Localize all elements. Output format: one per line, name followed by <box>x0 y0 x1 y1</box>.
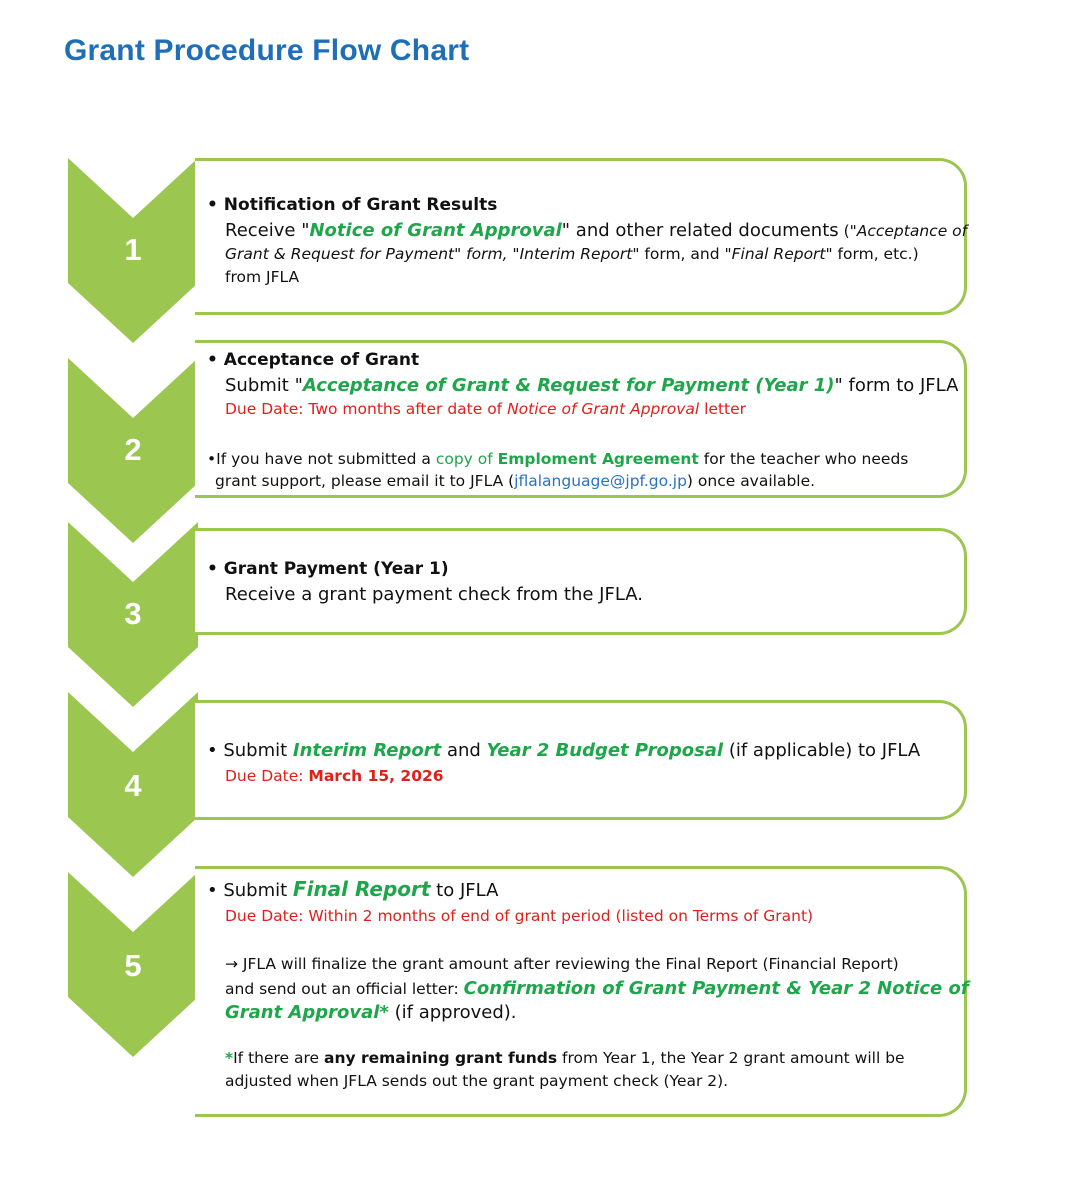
step-5-line-1: • Submit Final Report to JFLA <box>207 877 499 901</box>
step-3-chevron <box>68 522 198 707</box>
step-5-footnote-line-1: *If there are any remaining grant funds from Year 1, the Year 2 grant amount will be <box>225 1049 905 1067</box>
step-2-note-line-2: grant support, please email it to JFLA (jflalanguage@jpf.go.jp) once available. <box>215 472 816 490</box>
step-4-box <box>195 700 967 820</box>
step-1-line-1: Receive "Notice of Grant Approval" and other related documents ("Acceptance of <box>225 220 968 241</box>
step-1-box <box>195 158 967 315</box>
step-5-para-line-3: Grant Approval* (if approved). <box>225 1002 517 1023</box>
step-3-line-1: Receive a grant payment check from the JFLA. <box>225 584 644 605</box>
step-2-heading: • Acceptance of Grant <box>207 350 420 370</box>
step-3-number: 3 <box>124 596 142 631</box>
step-1-number: 1 <box>124 232 142 267</box>
step-1-heading: • Notification of Grant Results <box>207 195 498 215</box>
step-4-chevron <box>68 692 198 877</box>
step-4-number: 4 <box>124 768 142 803</box>
step-4-due-date: Due Date: March 15, 2026 <box>225 767 444 785</box>
step-5-para-line-1: → JFLA will finalize the grant amount after reviewing the Final Report (Financial Report) <box>225 955 899 973</box>
step-5-para-line-2: and send out an official letter: Confirmation of Grant Payment & Year 2 Notice of <box>225 978 969 999</box>
step-2-box <box>195 340 967 498</box>
step-1-line-2: Grant & Request for Payment" form, "Interim Report" form, and "Final Report" form, etc.) <box>225 245 919 263</box>
step-5-due-date: Due Date: Within 2 months of end of grant period (listed on Terms of Grant) <box>225 907 814 925</box>
step-5-footnote-line-2: adjusted when JFLA sends out the grant payment check (Year 2). <box>225 1072 729 1090</box>
step-2-due-date: Due Date: Two months after date of Notice of Grant Approval letter <box>225 400 747 418</box>
page-title: Grant Procedure Flow Chart <box>64 34 470 67</box>
step-5-chevron <box>68 872 198 1057</box>
step-4-line-1: • Submit Interim Report and Year 2 Budget Proposal (if applicable) to JFLA <box>207 740 921 761</box>
step-2-chevron <box>68 358 198 543</box>
step-2-number: 2 <box>124 432 142 467</box>
step-1-chevron <box>68 158 198 343</box>
email-link[interactable]: jflalanguage@jpf.go.jp <box>514 472 687 490</box>
step-2-line-1: Submit "Acceptance of Grant & Request for Payment (Year 1)" form to JFLA <box>225 375 959 396</box>
step-3-heading: • Grant Payment (Year 1) <box>207 559 449 579</box>
step-1-line-3: from JFLA <box>225 268 300 286</box>
step-5-box <box>195 866 967 1117</box>
step-2-note-line-1: •If you have not submitted a copy of Emploment Agreement for the teacher who needs <box>207 450 909 468</box>
step-3-box <box>195 528 967 635</box>
step-5-number: 5 <box>124 948 142 983</box>
